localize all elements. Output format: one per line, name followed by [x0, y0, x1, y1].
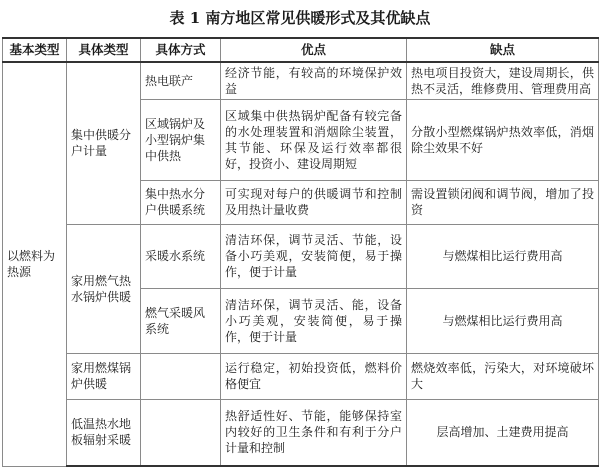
pros-cell: 可实现对每户的供暖调节和控制及用热计量收费 — [221, 180, 407, 224]
specific-type-cell: 低温热水地板辐射采暖 — [67, 399, 141, 466]
pros-cell: 运行稳定，初始投资低，燃料价格便宜 — [221, 353, 407, 399]
header-pros: 优点 — [221, 38, 407, 62]
method-cell: 集中热水分户供暖系统 — [141, 180, 221, 224]
method-cell — [141, 353, 221, 399]
table-caption: 表 1 南方地区常见供暖形式及其优缺点 — [169, 9, 431, 27]
pros-cell: 清洁环保，调节灵活、能，设备小巧美观，安装简便，易于操作，便于计量 — [221, 289, 407, 354]
method-cell — [141, 399, 221, 466]
cons-cell: 热电项目投资大，建设周期长，供热不灵活，维修费用、管理费用高 — [407, 62, 599, 99]
method-cell: 燃气采暖风系统 — [141, 289, 221, 354]
specific-type-cell: 家用燃气热水锅炉供暖 — [67, 224, 141, 353]
table-row — [3, 353, 599, 399]
cons-cell: 燃烧效率低，污染大，对环境破坏大 — [407, 353, 599, 399]
table-row — [3, 224, 599, 289]
cons-cell: 与燃煤相比运行费用高 — [407, 224, 599, 289]
pros-cell: 热舒适性好、节能，能够保持室内较好的卫生条件和有利于分户计量和控制 — [221, 399, 407, 466]
specific-type-cell: 集中供暖分户计量 — [67, 62, 141, 224]
cons-cell: 层高增加、土建费用提高 — [407, 399, 599, 466]
method-cell: 热电联产 — [141, 62, 221, 99]
header-row — [3, 38, 599, 62]
header-basic-type: 基本类型 — [3, 38, 67, 62]
table-row — [3, 399, 599, 466]
basic-type-cell: 以燃料为热源 — [3, 62, 67, 466]
cons-cell: 分散小型燃煤锅炉热效率低，消烟除尘效果不好 — [407, 99, 599, 180]
header-specific-type: 具体类型 — [67, 38, 141, 62]
table-row — [3, 62, 599, 99]
header-cons: 缺点 — [407, 38, 599, 62]
header-specific-method: 具体方式 — [141, 38, 221, 62]
cons-cell: 需设置锁闭阀和调节阀，增加了投资 — [407, 180, 599, 224]
specific-type-cell: 家用燃煤锅炉供暖 — [67, 353, 141, 399]
method-cell: 采暖水系统 — [141, 224, 221, 289]
heating-comparison-table — [2, 37, 599, 467]
pros-cell: 清洁环保，调节灵活、节能，设备小巧美观，安装简便，易于操作，便于计量 — [221, 224, 407, 289]
method-cell: 区域锅炉及小型锅炉集中供热 — [141, 99, 221, 180]
cons-cell: 与燃煤相比运行费用高 — [407, 289, 599, 354]
pros-cell: 区域集中供热锅炉配备有较完备的水处理装置和消烟除尘装置，其节能、环保及运行效率都很好，投资小、建设周期短 — [221, 99, 407, 180]
pros-cell: 经济节能，有较高的环境保护效益 — [221, 62, 407, 99]
